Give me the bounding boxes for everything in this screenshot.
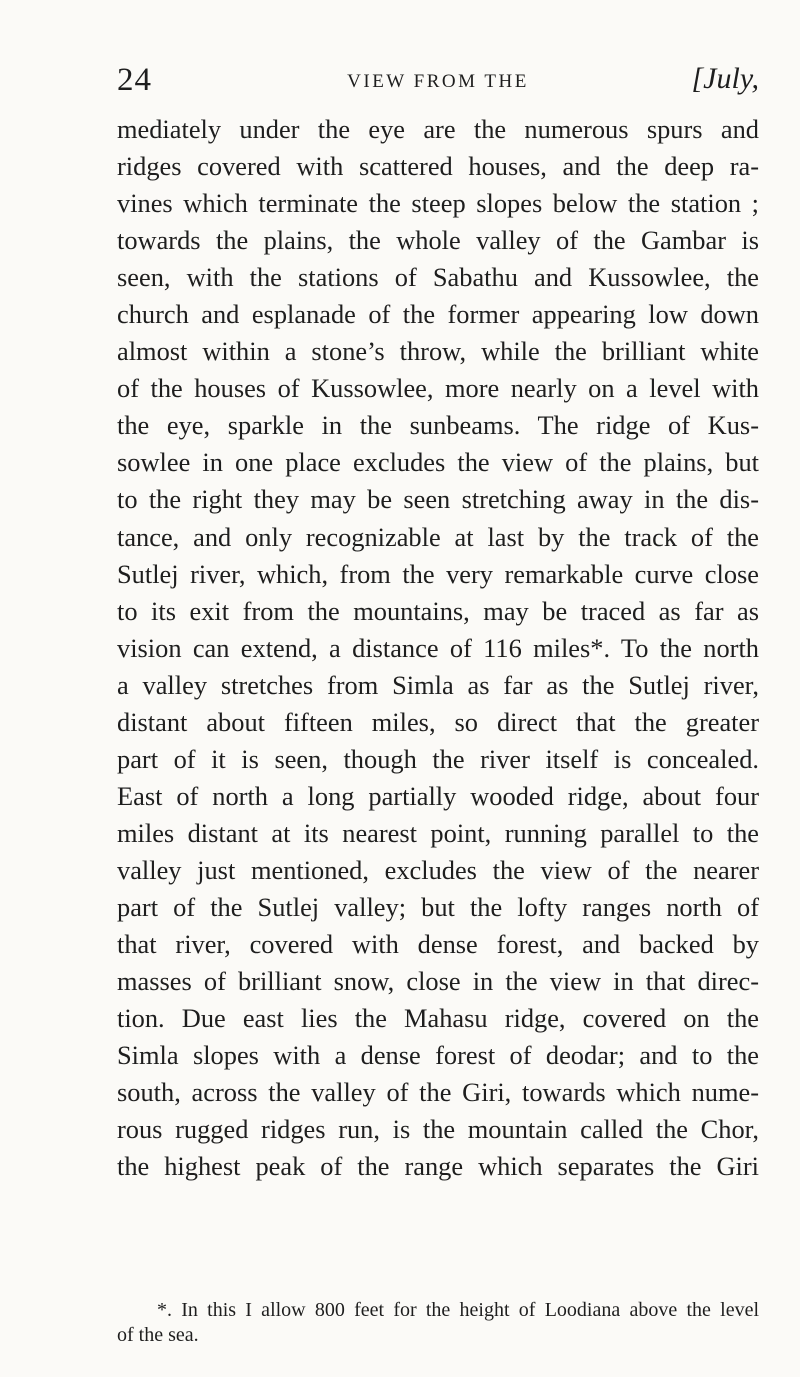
running-date: [July, xyxy=(691,62,759,95)
text-line: tance, and only recognizable at last by the track of the xyxy=(117,521,759,552)
text-line: the eye, sparkle in the sunbeams. The ridge of Kus- xyxy=(117,410,759,441)
text-line: ridges covered with scattered houses, and the deep ra- xyxy=(117,151,759,182)
page-number: 24 xyxy=(117,62,152,98)
text-line: that river, covered with dense forest, and backed by xyxy=(117,929,759,960)
text-line: a valley stretches from Simla as far as the Sutlej river, xyxy=(117,669,759,700)
text-line: masses of brilliant snow, close in the view in that direc- xyxy=(117,966,759,997)
text-line: distant about fifteen miles, so direct that the greater xyxy=(117,706,759,737)
text-line: tion. Due east lies the Mahasu ridge, covered on the xyxy=(117,1003,759,1034)
text-line: almost within a stone’s throw, while the brilliant white xyxy=(117,336,759,367)
footnote-line: of the sea. xyxy=(117,1324,199,1346)
text-line: mediately under the eye are the numerous spurs and xyxy=(117,114,759,144)
text-line: Simla slopes with a dense forest of deodar; and to the xyxy=(117,1040,759,1071)
text-line: sowlee in one place excludes the view of the plains, but xyxy=(117,447,759,478)
text-line: towards the plains, the whole valley of the Gambar is xyxy=(117,225,759,256)
text-line: south, across the valley of the Giri, towards which nume- xyxy=(117,1077,759,1108)
running-head xyxy=(117,62,759,102)
text-line: part of it is seen, though the river itself is concealed. xyxy=(117,743,759,774)
text-line: valley just mentioned, excludes the view of the nearer xyxy=(117,854,759,885)
text-line: Sutlej river, which, from the very remarkable curve close xyxy=(117,558,759,589)
text-line: seen, with the stations of Sabathu and Kussowlee, the xyxy=(117,262,759,293)
text-line: miles distant at its nearest point, running parallel to the xyxy=(117,817,759,848)
text-line: of the houses of Kussowlee, more nearly on a level with xyxy=(117,373,759,404)
text-line: rous rugged ridges run, is the mountain called the Chor, xyxy=(117,1114,759,1145)
text-line: vines which terminate the steep slopes below the station ; xyxy=(117,188,759,219)
text-line: to the right they may be seen stretching away in the dis- xyxy=(117,484,759,515)
text-line: vision can extend, a distance of 116 miles*. To the north xyxy=(117,632,759,663)
running-title: VIEW FROM THE xyxy=(347,71,529,92)
footnote xyxy=(117,1298,759,1348)
text-line: East of north a long partially wooded ridge, about four xyxy=(117,780,759,811)
text-line: the highest peak of the range which separates the Giri xyxy=(117,1151,759,1182)
text-line: to its exit from the mountains, may be traced as far as xyxy=(117,595,759,626)
text-line: part of the Sutlej valley; but the lofty ranges north of xyxy=(117,891,759,922)
footnote-line: *. In this I allow 800 feet for the height of Loodiana above the level xyxy=(157,1299,759,1321)
text-line: church and esplanade of the former appearing low down xyxy=(117,299,759,330)
body-paragraph xyxy=(117,111,759,1185)
